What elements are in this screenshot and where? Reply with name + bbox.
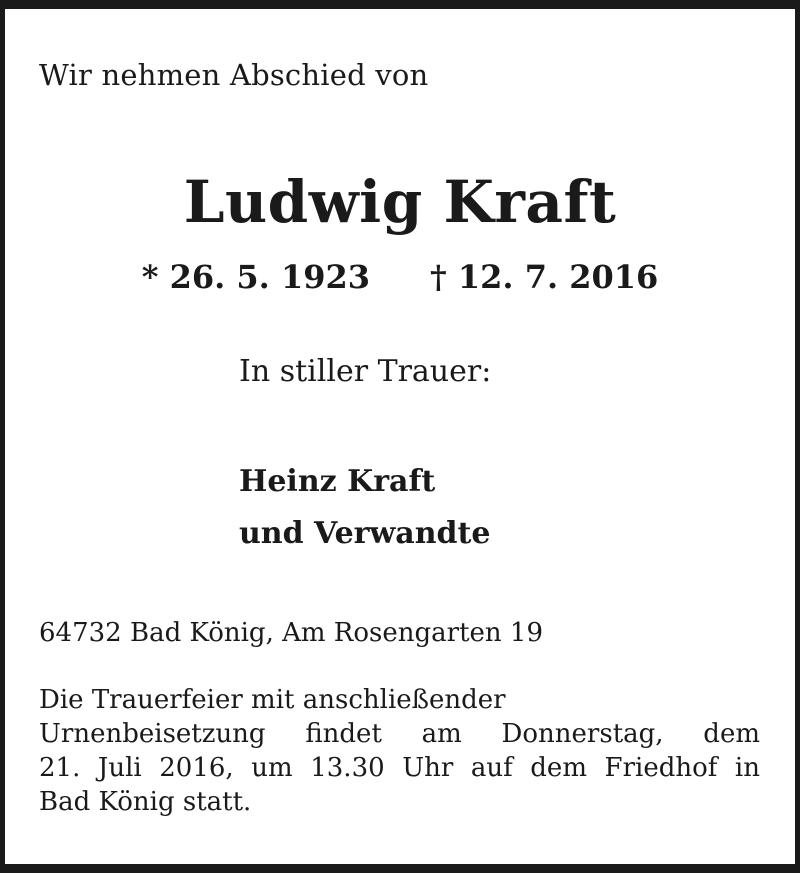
- funeral-info: [39, 683, 760, 819]
- mourners-block: [239, 456, 490, 560]
- life-dates: [0, 258, 800, 296]
- funeral-line: Die Trauerfeier mit anschließender: [39, 685, 506, 715]
- address: 64732 Bad König, Am Rosengarten 19: [39, 618, 544, 648]
- funeral-line: Urnenbeisetzung findet am Donnerstag, dem: [39, 719, 760, 749]
- deceased-name: Ludwig Kraft: [183, 168, 617, 236]
- intro-text: Wir nehmen Abschied von: [39, 58, 429, 92]
- funeral-line: 21. Juli 2016, um 13.30 Uhr auf dem Friedhof in: [39, 753, 760, 783]
- birth-date: * 26. 5. 1923: [141, 258, 370, 296]
- mourner-relatives: und Verwandte: [239, 516, 491, 551]
- mourner-name: Heinz Kraft: [239, 464, 436, 499]
- death-date: † 12. 7. 2016: [430, 258, 659, 296]
- funeral-line: Bad König statt.: [39, 787, 252, 817]
- mourning-line: In stiller Trauer:: [239, 354, 492, 389]
